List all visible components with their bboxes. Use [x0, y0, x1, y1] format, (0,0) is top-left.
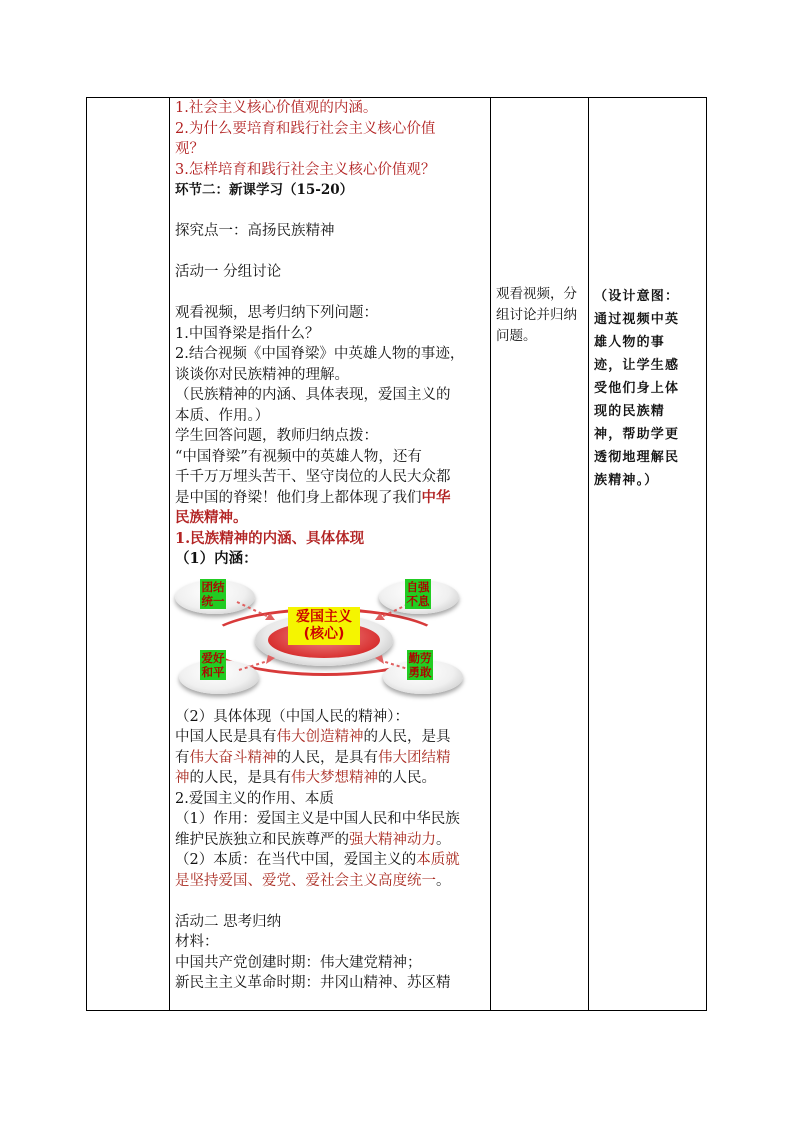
tag-diligence: 勤劳 勇敢: [408, 650, 432, 679]
ask-1: 1.中国脊梁是指什么？: [175, 325, 320, 342]
question-2: 2.为什么要培育和践行社会主义核心价值: [175, 120, 436, 137]
watch-instruction: 观看视频，思考归纳下列问题：: [175, 305, 378, 321]
student-activity-line: 观看视频，分: [496, 286, 577, 302]
heading-2: 2.爱国主义的作用、本质: [175, 790, 334, 807]
design-intent-line: 透彻地理解民: [594, 450, 680, 465]
design-intent-column: [589, 98, 707, 1010]
teaching-content-column: [170, 98, 490, 1010]
essence-line: （2）本质：在当代中国，爱国主义的本质就: [175, 852, 460, 868]
national-spirit-diagram: [175, 578, 475, 701]
design-intent-line: 迹，让学生感: [594, 358, 680, 373]
ask-2-cont: 谈谈你对民族精神的理解。: [175, 366, 349, 383]
ask-2: 2.结合视频《中国脊梁》中英雄人物的事迹，: [175, 346, 465, 362]
national-spirit-highlight: 民族精神。: [175, 509, 248, 526]
question-1: 1.社会主义核心价值观的内涵。: [175, 100, 378, 116]
design-intent-line: 受他们身上体: [594, 381, 680, 396]
design-intent-line: 现的民族精: [594, 404, 666, 419]
hint: （民族精神的内涵、具体表现，爱国主义的: [175, 387, 451, 403]
material-label: 材料：: [175, 934, 219, 950]
heading-1: 1.民族精神的内涵、具体体现: [175, 529, 365, 547]
design-intent-line: （设计意图：: [594, 289, 680, 304]
paragraph-line: 神的人民，是具有伟大梦想精神的人民。: [175, 770, 436, 786]
student-activity-line: 问题。: [496, 328, 537, 344]
paragraph-line: “中国脊梁”有视频中的英雄人物，还有: [175, 448, 422, 465]
hint-cont: 本质、作用。）: [175, 407, 270, 424]
heading-1-sub: （1）内涵：: [175, 550, 258, 567]
paragraph-line: 是中国的脊梁！他们身上都体现了我们中华: [175, 488, 451, 506]
student-activity-column: [491, 98, 587, 1010]
design-intent-line: 通过视频中英: [594, 312, 680, 327]
lesson-plan-table: [86, 97, 707, 1011]
role-line: 维护民族独立和民族尊严的强大精神动力。: [175, 831, 451, 848]
paragraph-line: 千千万万埋头苦干、坚守岗位的人民大众都: [175, 469, 451, 485]
tag-peace: 爱好 和平: [201, 650, 225, 679]
tag-self-strength: 自强 不息: [406, 579, 430, 608]
essence-line: 是坚持爱国、爱党、爱社会主义高度统一。: [175, 872, 451, 889]
heading-1-sub2: （2）具体体现（中国人民的精神）：: [175, 708, 409, 725]
paragraph-line: 中国人民是具有伟大创造精神的人民，是具: [175, 729, 451, 745]
core-label: 爱国主义 (核心): [288, 607, 360, 645]
activity-1-title: 活动一 分组讨论: [175, 264, 282, 280]
material-line: 新民主主义革命时期：井冈山精神、苏区精: [175, 975, 451, 991]
tag-unity: 团结 统一: [201, 579, 225, 608]
explore-point-1: 探究点一：高扬民族精神: [175, 223, 335, 239]
design-intent-line: 雄人物的事: [594, 335, 666, 350]
material-line: 中国共产党创建时期：伟大建党精神；: [175, 954, 422, 971]
student-activity-line: 组讨论并归纳: [496, 307, 577, 323]
question-2-cont: 观？: [175, 141, 204, 157]
design-intent-line: 神，帮助学更: [594, 427, 680, 442]
question-3: 3.怎样培育和践行社会主义核心价值观？: [175, 161, 436, 178]
activity-2-title: 活动二 思考归纳: [175, 913, 282, 930]
answer-instruction: 学生回答问题，教师归纳点拨：: [175, 428, 378, 444]
design-intent-line: 族精神。）: [594, 473, 659, 488]
paragraph-line: 有伟大奋斗精神的人民，是具有伟大团结精: [175, 749, 451, 766]
role-line: （1）作用：爱国主义是中国人民和中华民族: [175, 811, 460, 827]
section-heading: 环节二：新课学习（15-20）: [175, 182, 354, 198]
